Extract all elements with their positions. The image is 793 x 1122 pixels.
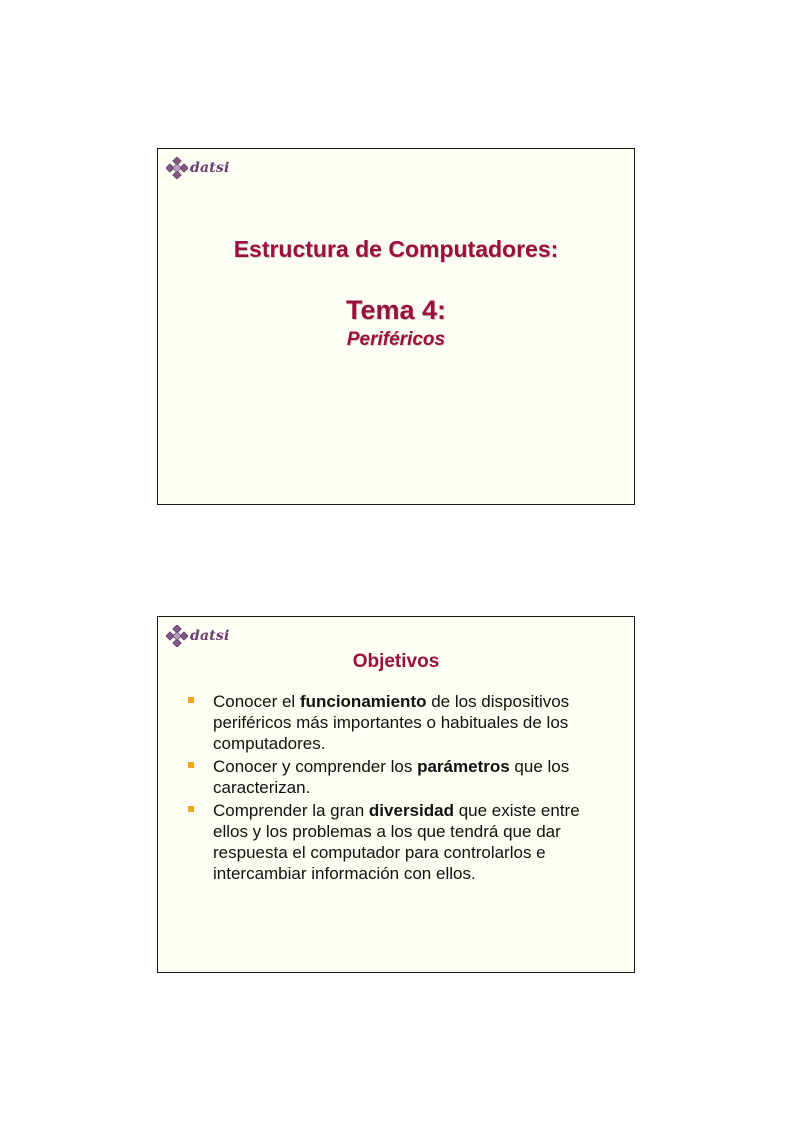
square-bullet-icon — [188, 806, 194, 812]
topic-number: Tema 4: — [345, 295, 447, 325]
course-title: Estructura de Computadores: — [233, 236, 559, 262]
datsi-logo — [166, 623, 230, 649]
slide-objectives — [157, 616, 635, 973]
objectives-title: Objetivos — [352, 651, 440, 672]
slide-title — [157, 148, 635, 505]
datsi-logo — [166, 155, 230, 181]
bullet-text: Comprender la gran — [213, 801, 369, 820]
bullet-bold: parámetros — [417, 757, 510, 776]
diamond-logo-icon — [166, 625, 188, 647]
objectives-list — [188, 691, 608, 886]
bullet-text: Conocer y comprender los — [213, 757, 418, 776]
list-item — [188, 691, 608, 754]
diamond-logo-icon — [166, 157, 188, 179]
list-item — [188, 756, 608, 798]
list-item — [188, 800, 608, 884]
bullet-text: que existe entre ellos y los problemas a los que tendrá que dar respuesta el computador para controlarlos e intercambiar información con ellos. — [213, 801, 580, 883]
bullet-bold: funcionamiento — [299, 692, 427, 711]
bullet-bold: diversidad — [368, 801, 454, 820]
square-bullet-icon — [188, 697, 194, 703]
bullet-text: Conocer el — [213, 692, 300, 711]
topic-subtitle: Periféricos — [346, 329, 446, 350]
bullet-text: que los caracterizan. — [213, 757, 570, 797]
logo-text: datsi — [190, 160, 230, 176]
logo-text: datsi — [190, 628, 230, 644]
bullet-text: de los dispositivos periféricos más importantes o habituales de los computadores. — [213, 692, 570, 753]
square-bullet-icon — [188, 762, 194, 768]
